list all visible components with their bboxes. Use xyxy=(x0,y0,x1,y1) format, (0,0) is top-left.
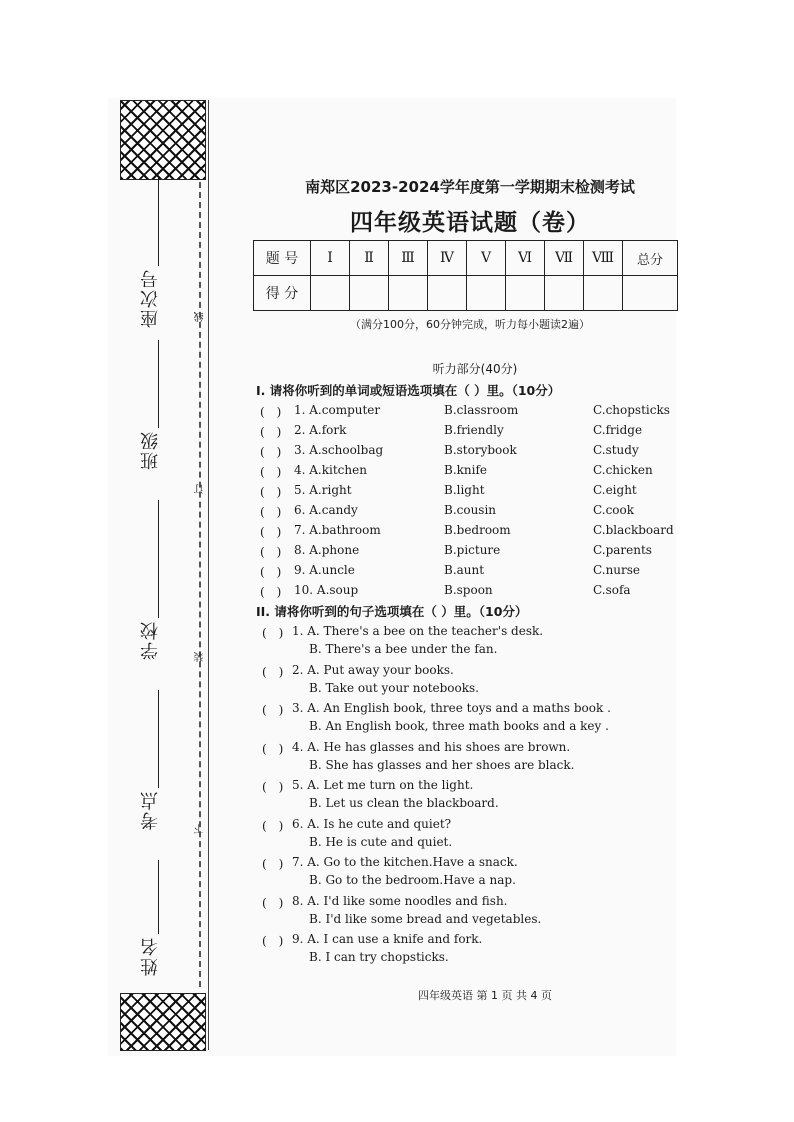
field-name-label: 姓名 xyxy=(140,936,161,976)
option-a: 7. A. Go to the kitchen.Have a snack. xyxy=(292,855,518,869)
option-c: C.parents xyxy=(593,543,652,557)
section2-title: II. 请将你听到的句子选项填在（ ）里。（10分） xyxy=(256,604,528,619)
option-b: B. There's a bee under the fan. xyxy=(309,642,498,656)
option-a: 6. A.candy xyxy=(294,503,358,517)
option-a: 3. A.schoolbag xyxy=(294,443,384,457)
option-b: B. Take out your notebooks. xyxy=(309,680,479,695)
option-b: B.aunt xyxy=(444,563,485,577)
field-name-line xyxy=(158,860,159,934)
answer-bracket[interactable]: ( ) xyxy=(262,703,284,717)
answer-bracket[interactable]: ( ) xyxy=(260,525,282,539)
answer-bracket[interactable]: ( ) xyxy=(260,445,282,459)
answer-bracket[interactable]: ( ) xyxy=(260,565,282,579)
option-a: 4. A.kitchen xyxy=(294,463,367,477)
score-table xyxy=(253,240,678,311)
answer-bracket[interactable]: ( ) xyxy=(260,425,282,439)
score-total-cell[interactable] xyxy=(623,276,678,311)
option-b: B.knife xyxy=(444,463,488,477)
option-b: B. Let us clean the blackboard. xyxy=(309,796,499,810)
binding-dash-line xyxy=(199,182,201,987)
answer-bracket[interactable]: ( ) xyxy=(262,934,284,948)
option-a: 9. A.uncle xyxy=(294,563,355,577)
option-c: C.blackboard xyxy=(593,523,674,537)
answer-bracket[interactable]: ( ) xyxy=(262,741,284,756)
option-b: B. She has glasses and her shoes are black. xyxy=(309,757,575,772)
option-a: 10. A.soup xyxy=(294,583,359,597)
answer-bracket[interactable]: ( ) xyxy=(262,626,284,640)
field-school-label: 学校 xyxy=(140,620,161,660)
option-a: 3. A. An English book, three toys and a maths book . xyxy=(292,701,611,715)
score-cell[interactable] xyxy=(545,276,584,311)
option-c: C.eight xyxy=(593,483,637,497)
exam-header-line1: 南郑区2023-2024学年度第一学期期末检测考试 xyxy=(305,178,635,196)
option-a: 8. A.phone xyxy=(294,543,360,557)
option-c: C.sofa xyxy=(593,583,631,597)
option-b: B.spoon xyxy=(444,583,493,597)
score-col-1: Ⅰ xyxy=(311,241,350,276)
score-total-label: 总分 xyxy=(623,241,678,276)
option-b: B.classroom xyxy=(444,403,519,417)
option-a: 2. A.fork xyxy=(294,423,347,437)
page-footer: 四年级英语 第 1 页 共 4 页 xyxy=(418,989,552,1002)
cut-mark-zhuang: 装 xyxy=(195,652,206,662)
score-col-2: Ⅱ xyxy=(350,241,389,276)
score-col-6: Ⅵ xyxy=(506,241,545,276)
option-b: B.cousin xyxy=(444,503,497,517)
answer-bracket[interactable]: ( ) xyxy=(262,664,284,679)
score-table-row1-label: 题 号 xyxy=(254,241,311,276)
answer-bracket[interactable]: ( ) xyxy=(260,585,282,599)
score-col-7: Ⅶ xyxy=(545,241,584,276)
option-b: B.storybook xyxy=(444,443,517,457)
field-class-label: 班级 xyxy=(140,430,161,470)
score-col-3: Ⅲ xyxy=(389,241,428,276)
field-school-line xyxy=(158,500,159,618)
answer-bracket[interactable]: ( ) xyxy=(260,485,282,499)
option-a: 6. A. Is he cute and quiet? xyxy=(292,816,452,831)
cut-mark-ding: 订 xyxy=(195,484,206,494)
option-a: 2. A. Put away your books. xyxy=(292,662,454,677)
margin-border-line xyxy=(208,100,209,1050)
option-c: C.fridge xyxy=(593,423,643,437)
option-c: C.chicken xyxy=(593,463,653,477)
listening-part-title: 听力部分(40分) xyxy=(432,362,518,376)
exam-title: 四年级英语试题（卷） xyxy=(350,210,590,236)
field-exam-site-line xyxy=(158,690,159,788)
option-c: C.nurse xyxy=(593,563,641,577)
score-cell[interactable] xyxy=(350,276,389,311)
option-b: B. An English book, three math books and a key . xyxy=(309,719,609,733)
option-c: C.study xyxy=(593,443,639,457)
answer-bracket[interactable]: ( ) xyxy=(260,505,282,519)
option-a: 5. A.right xyxy=(294,483,352,497)
score-col-4: Ⅳ xyxy=(428,241,467,276)
score-col-5: Ⅴ xyxy=(467,241,506,276)
exam-note: （满分100分，60分钟完成，听力每小题读2遍） xyxy=(350,318,590,331)
score-cell[interactable] xyxy=(584,276,623,311)
option-b: B. I'd like some bread and vegetables. xyxy=(309,911,542,926)
score-cell[interactable] xyxy=(467,276,506,311)
answer-bracket[interactable]: ( ) xyxy=(262,857,284,871)
score-cell[interactable] xyxy=(428,276,467,311)
cut-mark-xia: 下 xyxy=(195,824,206,834)
score-col-8: Ⅷ xyxy=(584,241,623,276)
score-table-header-row xyxy=(254,241,678,276)
answer-bracket[interactable]: ( ) xyxy=(260,545,282,559)
section1-title: I. 请将你听到的单词或短语选项填在（ ）里。（10分） xyxy=(256,383,561,398)
hatch-pattern-bottom xyxy=(120,993,206,1051)
option-a: 5. A. Let me turn on the light. xyxy=(292,778,474,792)
option-c: C.cook xyxy=(593,503,635,517)
answer-bracket[interactable]: ( ) xyxy=(260,405,282,419)
option-a: 1. A.computer xyxy=(294,403,381,417)
score-cell[interactable] xyxy=(311,276,350,311)
option-a: 1. A. There's a bee on the teacher's desk. xyxy=(292,624,544,638)
option-a: 7. A.bathroom xyxy=(294,523,381,537)
option-a: 9. A. I can use a knife and fork. xyxy=(292,932,483,946)
hatch-pattern-top xyxy=(120,100,206,180)
answer-bracket[interactable]: ( ) xyxy=(262,818,284,833)
option-b: B.bedroom xyxy=(444,523,511,537)
field-class-line xyxy=(158,340,159,428)
score-table-score-row xyxy=(254,276,678,311)
answer-bracket[interactable]: ( ) xyxy=(262,780,284,794)
field-seat-number-label: 座次号 xyxy=(140,268,161,328)
option-a: 4. A. He has glasses and his shoes are brown. xyxy=(292,739,571,754)
option-b: B.picture xyxy=(444,543,501,557)
answer-bracket[interactable]: ( ) xyxy=(262,895,284,910)
field-seat-number-line xyxy=(158,178,159,266)
cut-mark-xian: 线 xyxy=(195,312,206,322)
option-b: B. He is cute and quiet. xyxy=(309,834,453,849)
option-b: B. Go to the bedroom.Have a nap. xyxy=(309,873,516,887)
score-cell[interactable] xyxy=(506,276,545,311)
score-cell[interactable] xyxy=(389,276,428,311)
option-a: 8. A. I'd like some noodles and fish. xyxy=(292,893,508,908)
score-table-row2-label: 得 分 xyxy=(254,276,311,311)
option-c: C.chopsticks xyxy=(593,403,670,417)
field-exam-site-label: 考点 xyxy=(140,790,161,830)
option-b: B. I can try chopsticks. xyxy=(309,950,449,964)
answer-bracket[interactable]: ( ) xyxy=(260,465,282,479)
option-b: B.light xyxy=(444,483,485,497)
option-b: B.friendly xyxy=(444,423,504,437)
